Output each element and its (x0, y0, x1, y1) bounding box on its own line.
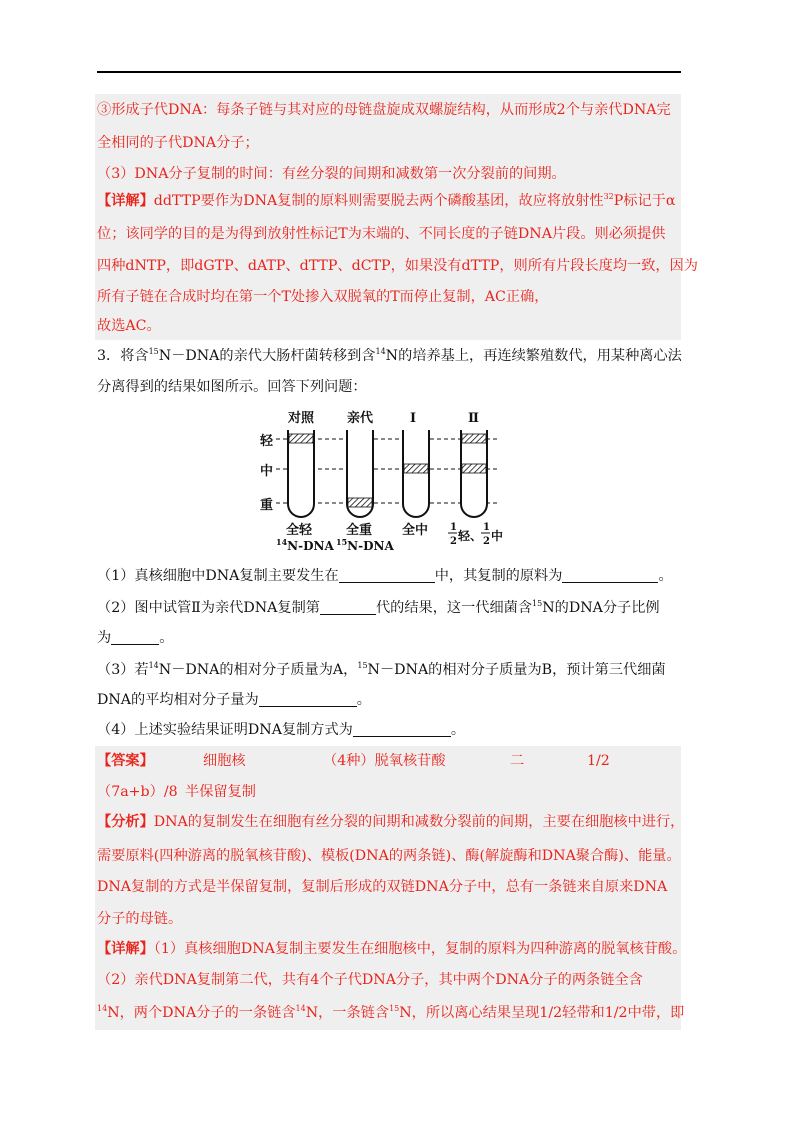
analysis-line: 【分析】DNA的复制发生在细胞有丝分裂的间期和减数分裂前的间期，主要在细胞核中进行， (97, 814, 685, 830)
label-control: 对照 (288, 411, 315, 426)
answer-line (97, 751, 687, 771)
question-stem: 分离得到的结果如图所示。回答下列问题： (97, 379, 367, 395)
analysis-line: DNA复制的方式是半保留复制，复制后形成的双链DNA分子中，总有一条链来自原来DNA (97, 879, 668, 895)
caption-parent-dna: $^{15}$N-DNA (336, 537, 394, 553)
svg-text:中: 中 (491, 529, 504, 543)
answer-item: 1/2 (587, 753, 610, 769)
sub-question-1: （1）真核细胞中DNA复制主要发生在 中，其复制的原料为 。 (97, 568, 673, 584)
analysis-line: 需要原料(四种游离的脱氧核苷酸)、模板(DNA的两条链)、酶(解旋酶和DNA聚合酶)、能量。 (97, 848, 681, 864)
svg-text:2: 2 (450, 536, 457, 547)
answer-blank[interactable] (353, 722, 451, 737)
svg-text:2: 2 (483, 536, 490, 547)
caption-gen2 (448, 522, 503, 547)
question-stem: 3．将含$^{15}$N－DNA的亲代大肠杆菌转移到含$^{14}$N的培养基上，再连续繁殖数代，用某种离心法 (97, 347, 682, 364)
sub-question-3: （3）若$^{14}$N－DNA的相对分子质量为A，$^{15}$N－DNA的相对分子质量为B，预计第三代细菌 (97, 661, 666, 678)
sub-question-4: （4）上述实验结果证明DNA复制方式为 。 (97, 722, 466, 738)
detail-line: $^{14}$N，两个DNA分子的一条链含$^{14}$N，一条链含$^{15}$N，所以离心结果呈现1/2轻带和1/2中带，即 (97, 1004, 685, 1021)
text-line: 位；该同学的目的是为得到放射性标记T为末端的、不同长度的子链DNA片段。则必须提供 (97, 226, 666, 242)
header-rule (97, 71, 681, 73)
text-line: 所有子链在合成时均在第一个T处掺入双脱氧的T而停止复制，AC正确， (97, 289, 549, 305)
answer-blank[interactable] (562, 568, 658, 583)
answer-item: 细胞核 (203, 753, 246, 769)
text-line: ③形成子代DNA：每条子链与其对应的母链盘旋成双螺旋结构，从而形成2个与亲代DNA完 (97, 102, 671, 118)
caption-parent: 全重 (346, 523, 373, 538)
answer-item: （4种）脱氧核苷酸 (323, 753, 446, 769)
answer-blank[interactable] (339, 568, 435, 583)
detail-tag: 【详解】 (97, 193, 154, 209)
detail-line: （2）亲代DNA复制第二代，共有4个子代DNA分子，其中两个DNA分子的两条链全含 (97, 972, 643, 988)
tube-control (288, 430, 314, 517)
detail-tag: 【详解】 (97, 941, 154, 957)
answer-item: 二 (510, 753, 525, 769)
analysis-line: 分子的母链。 (97, 911, 183, 927)
label-gen1: Ⅰ (410, 411, 417, 426)
answer-blank[interactable] (259, 692, 357, 707)
text-line: 【详解】ddTTP要作为DNA复制的原料则需要脱去两个磷酸基团，故应将放射性$^{32}$P标记于α (97, 192, 676, 209)
text-line: 故选AC。 (97, 318, 161, 334)
centrifuge-figure (250, 408, 520, 558)
detail-line: 【详解】（1）真核细胞DNA复制主要发生在细胞核中，复制的原料为四种游离的脱氧核苷酸。 (97, 941, 687, 957)
caption-gen1: 全中 (402, 523, 429, 538)
svg-text:1: 1 (483, 522, 490, 533)
sub-question-2-cont: 为 。 (97, 630, 174, 646)
analysis-tag: 【分析】 (97, 814, 154, 830)
text-line: 四种dNTP，即dGTP、dATP、dTTP、dCTP，如果没有dTTP，则所有片段长度均一致，因为 (97, 258, 698, 274)
answer-blank[interactable] (320, 600, 376, 615)
answer-item: （7a+b）/8 (97, 784, 178, 800)
caption-control-dna: $^{14}$N-DNA (276, 537, 334, 553)
text-line: 全相同的子代DNA分子； (97, 135, 259, 151)
answer-blank[interactable] (111, 630, 159, 645)
answer-line (97, 782, 687, 802)
label-parent: 亲代 (347, 411, 374, 426)
caption-control: 全轻 (286, 523, 313, 538)
tube-gen2 (461, 430, 487, 517)
sub-question-2: （2）图中试管Ⅱ为亲代DNA复制第 代的结果，这一代细菌含$^{15}$N的DNA分子比例 (97, 599, 660, 616)
answer-tag: 【答案】 (97, 753, 154, 769)
tube-parent (347, 430, 373, 517)
tube-gen1 (403, 430, 429, 517)
sub-question-3-cont: DNA的平均相对分子量为 。 (97, 692, 371, 708)
label-heavy: 重 (260, 498, 274, 513)
svg-text:1: 1 (450, 522, 457, 533)
label-gen2: Ⅱ (468, 411, 479, 426)
label-middle: 中 (260, 464, 274, 479)
text-line: （3）DNA分子复制的时间：有丝分裂的间期和减数第一次分裂前的间期。 (97, 166, 566, 182)
svg-text:轻、: 轻、 (458, 529, 483, 543)
answer-item: 半保留复制 (185, 784, 256, 800)
label-light: 轻 (260, 434, 274, 449)
